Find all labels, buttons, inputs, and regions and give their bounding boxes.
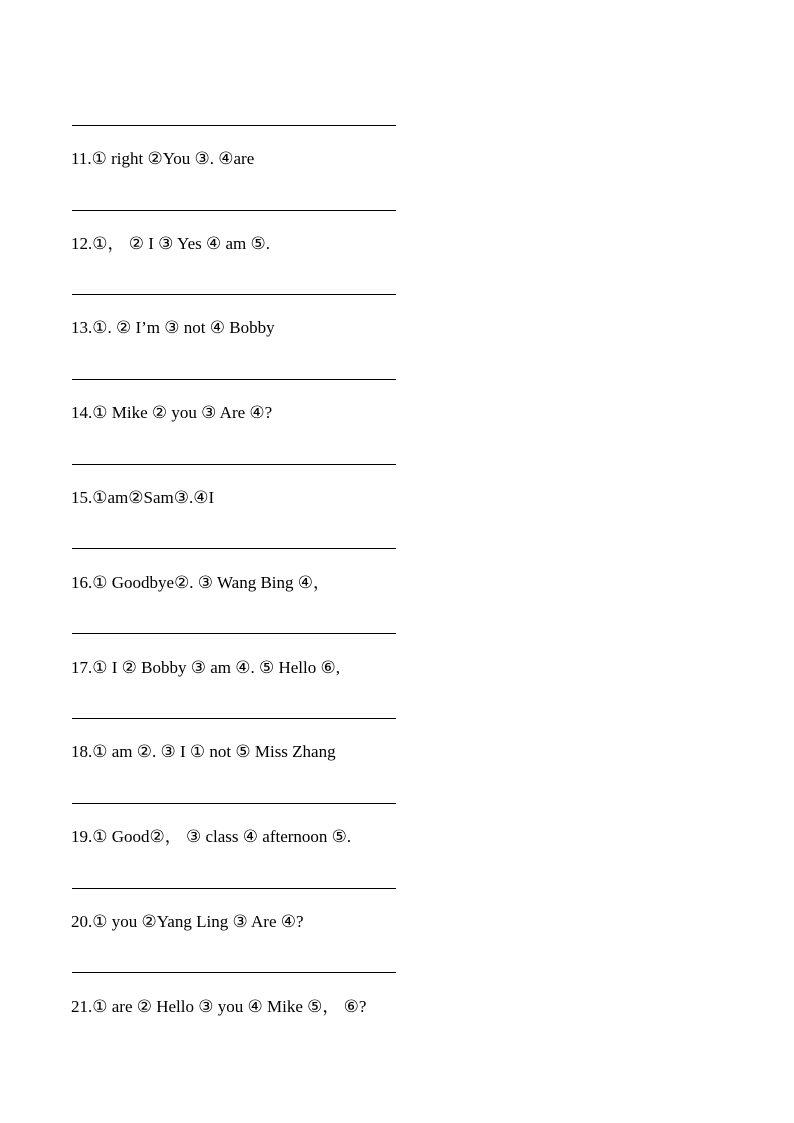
question-19: 19.① Good②， ③ class ④ afternoon ⑤.: [71, 827, 352, 846]
question-16: 16.① Goodbye②. ③ Wang Bing ④，: [71, 573, 331, 592]
question-11: 11.① right ②You ③. ④are: [71, 149, 255, 168]
question-13: 13.①. ② I’m ③ not ④ Bobby: [71, 318, 275, 337]
answer-line: [72, 888, 396, 889]
question-21: 21.① are ② Hello ③ you ④ Mike ⑤， ⑥?: [71, 997, 367, 1016]
answer-line: [72, 972, 396, 973]
question-15: 15.①am②Sam③.④I: [71, 488, 215, 507]
question-14: 14.① Mike ② you ③ Are ④?: [71, 403, 273, 422]
answer-line: [72, 294, 396, 295]
answer-line: [72, 464, 396, 465]
answer-line: [72, 548, 396, 549]
question-20: 20.① you ②Yang Ling ③ Are ④?: [71, 912, 304, 931]
question-18: 18.① am ②. ③ I ① not ⑤ Miss Zhang: [71, 742, 336, 761]
answer-line: [72, 803, 396, 804]
answer-line: [72, 633, 396, 634]
answer-line: [72, 379, 396, 380]
answer-line: [72, 718, 396, 719]
answer-line: [72, 210, 396, 211]
question-12: 12.①， ② I ③ Yes ④ am ⑤.: [71, 234, 270, 253]
answer-line: [72, 125, 396, 126]
question-17: 17.① I ② Bobby ③ am ④. ⑤ Hello ⑥,: [71, 658, 340, 677]
